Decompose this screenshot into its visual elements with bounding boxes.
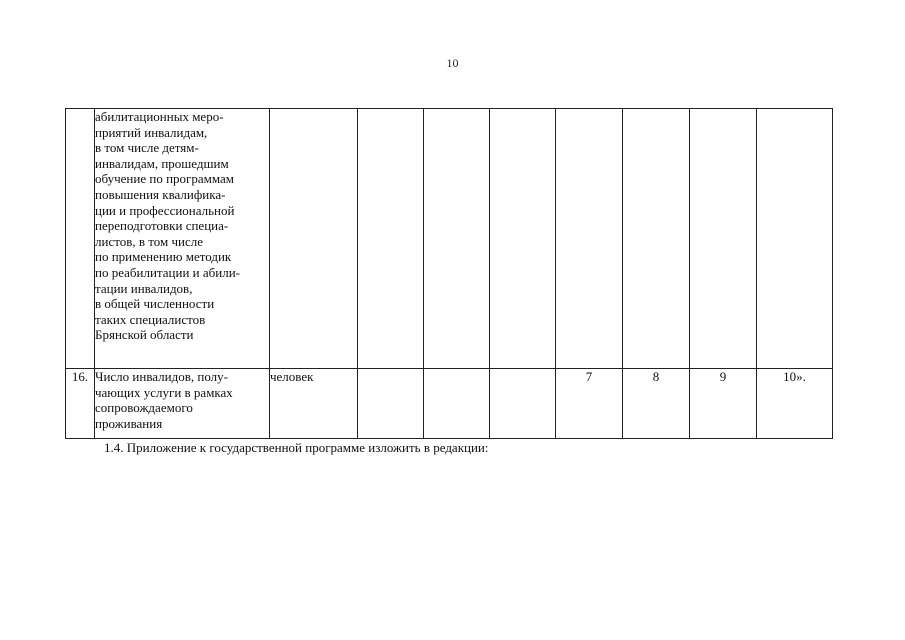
value-cell — [358, 369, 424, 439]
value-cell — [490, 369, 556, 439]
unit-cell: человек — [270, 369, 358, 439]
value-cell — [358, 109, 424, 369]
table-row — [66, 369, 833, 439]
value-cell: 10». — [757, 369, 833, 439]
unit-cell — [270, 109, 358, 369]
row-number — [66, 109, 95, 369]
value-cell — [623, 109, 690, 369]
page-number: 10 — [446, 56, 459, 70]
value-cell — [424, 369, 490, 439]
row-number: 16. — [66, 369, 95, 439]
indicator-description: Число инвалидов, полу- чающих услуги в рамках сопровождаемого проживания — [95, 369, 270, 439]
value-cell: 8 — [623, 369, 690, 439]
value-cell — [757, 109, 833, 369]
amendment-text: 1.4. Приложение к государственной программе изложить в редакции: — [104, 440, 489, 455]
value-cell: 9 — [690, 369, 757, 439]
value-cell — [490, 109, 556, 369]
value-cell — [556, 109, 623, 369]
value-cell: 7 — [556, 369, 623, 439]
value-cell — [690, 109, 757, 369]
value-cell — [424, 109, 490, 369]
table-row — [66, 109, 833, 369]
indicators-table — [65, 108, 833, 439]
indicator-description: абилитационных меро- приятий инвалидам, в том числе детям- инвалидам, прошедшим обучение по программам повышения квалифика- ции и профессиональной переподготовки специа- листов, в том числе по применению методик по реабилитации и абили- тации инвалидов, в общей численности таких специалистов Брянской области — [95, 109, 270, 369]
